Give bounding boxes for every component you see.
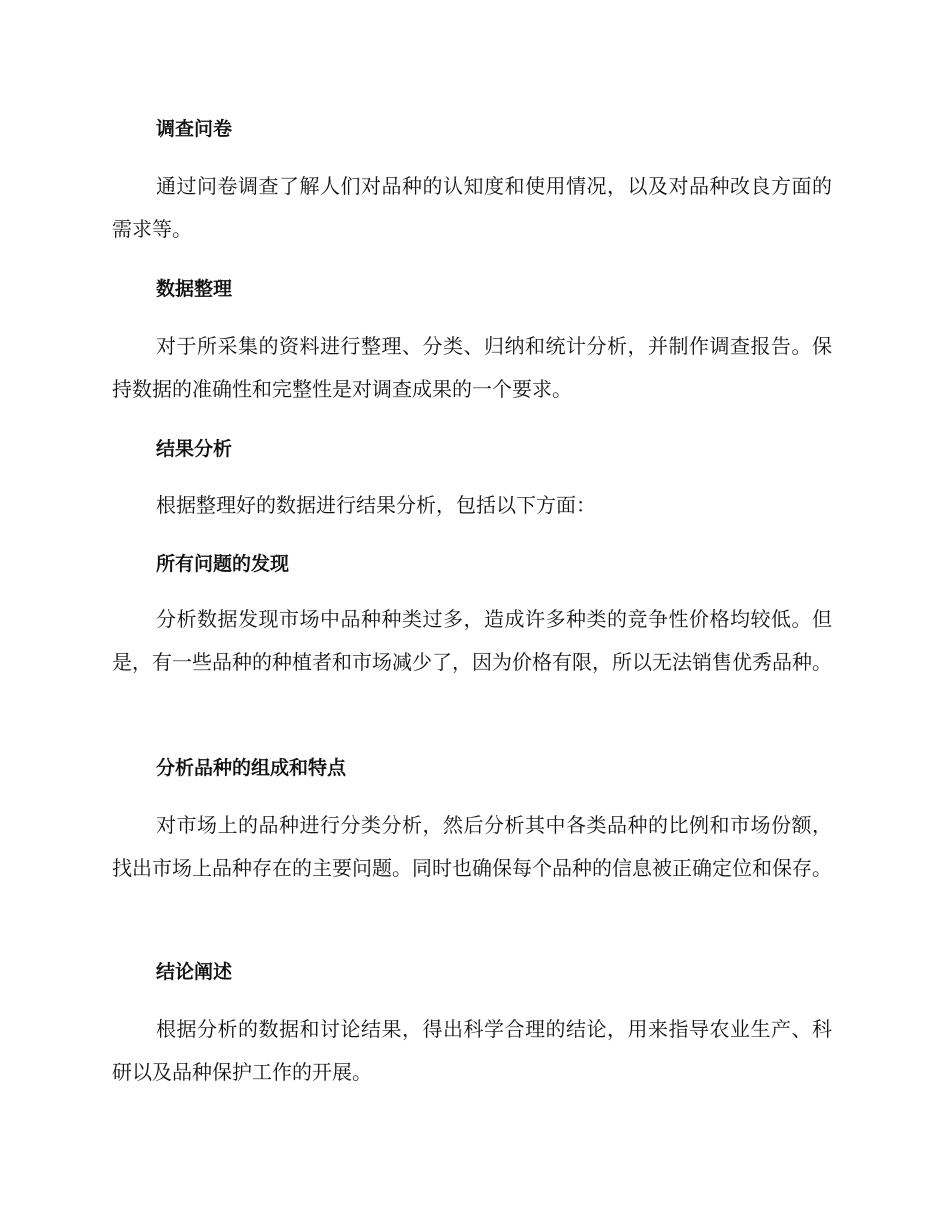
section-heading-conclusion: 结论阐述	[156, 961, 233, 983]
section-body-questionnaire: 通过问卷调查了解人们对品种的认知度和使用情况，以及对品种改良方面的需求等。	[112, 174, 832, 241]
section-heading-data-organization: 数据整理	[156, 278, 233, 300]
section-heading-result-analysis: 结果分析	[156, 438, 233, 460]
section-body-problems-found: 分析数据发现市场中品种种类过多，造成许多种类的竞争性价格均较低。但是，有一些品种的种植者和市场减少了，因为价格有限，所以无法销售优秀品种。	[112, 607, 832, 674]
section-heading-problems-found: 所有问题的发现	[156, 553, 290, 575]
section-body-result-analysis: 根据整理好的数据进行结果分析，包括以下方面：	[156, 493, 596, 517]
section-body-data-organization: 对于所采集的资料进行整理、分类、归纳和统计分析，并制作调查报告。保持数据的准确性和完整性是对调查成果的一个要求。	[112, 334, 832, 401]
section-heading-questionnaire: 调查问卷	[156, 118, 233, 140]
section-heading-variety-composition: 分析品种的组成和特点	[156, 757, 347, 779]
section-body-variety-composition: 对市场上的品种进行分类分析，然后分析其中各类品种的比例和市场份额，找出市场上品种存在的主要问题。同时也确保每个品种的信息被正确定位和保存。	[112, 813, 832, 880]
section-body-conclusion: 根据分析的数据和讨论结果，得出科学合理的结论，用来指导农业生产、科研以及品种保护工作的开展。	[112, 1017, 832, 1084]
